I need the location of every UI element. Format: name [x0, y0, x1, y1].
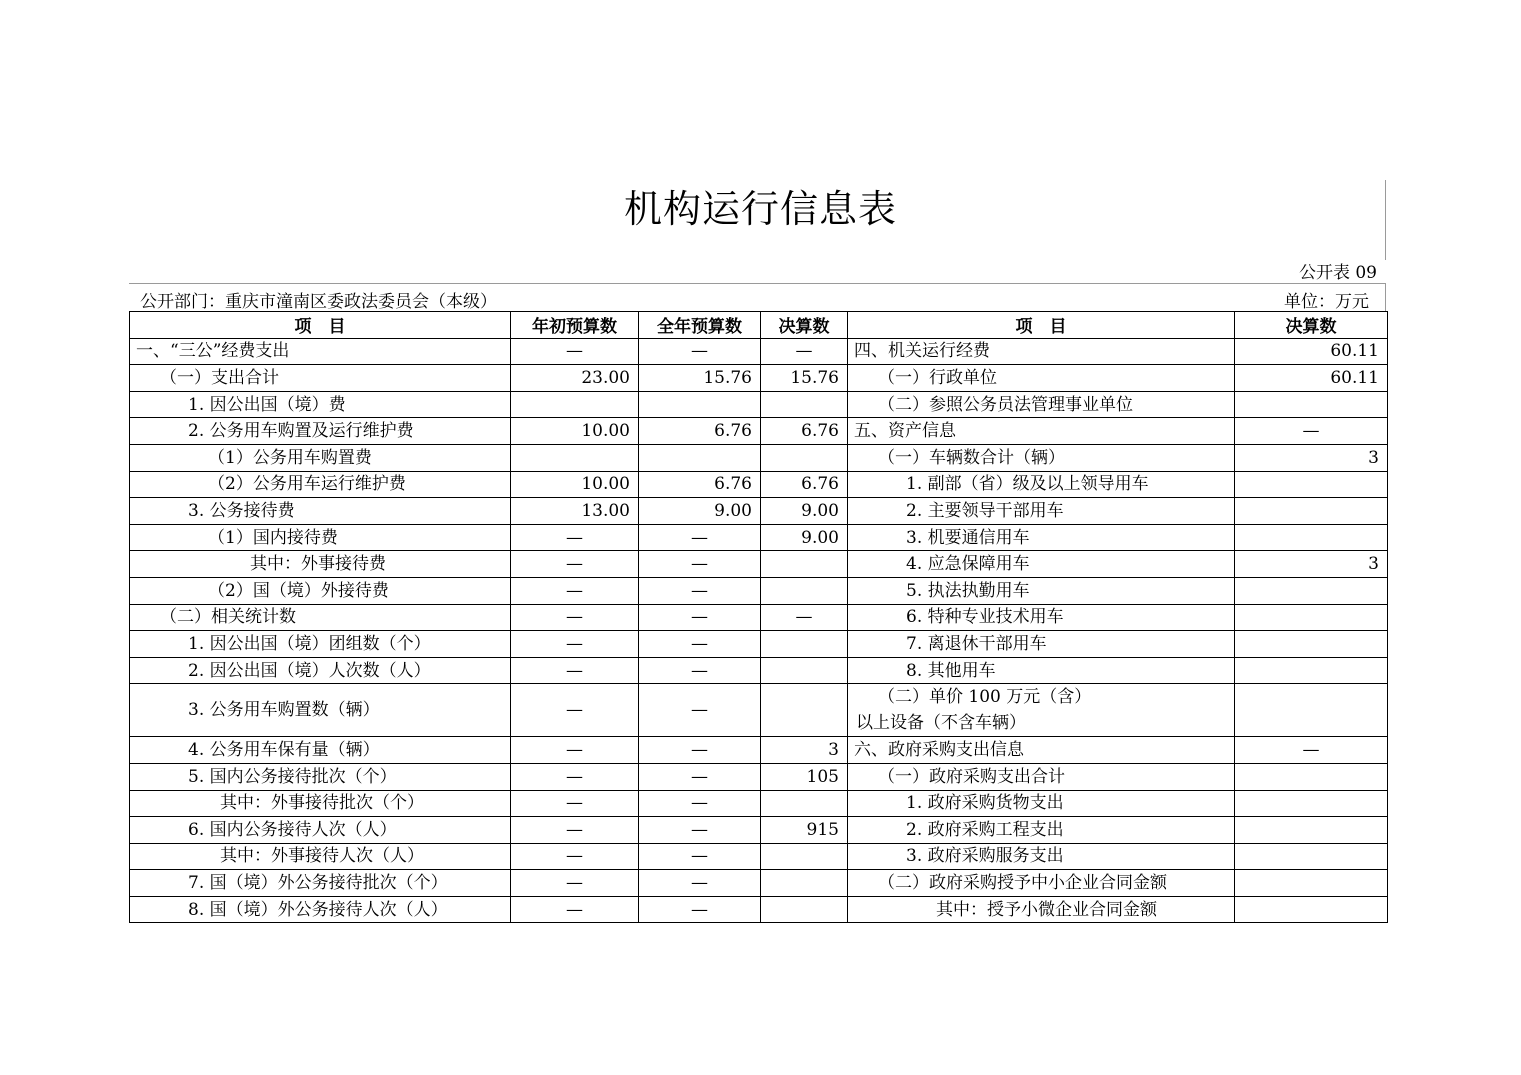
row-item-left: 其中：外事接待批次（个） [130, 790, 511, 817]
row-initial-budget: 13.00 [511, 498, 639, 525]
row-item-left: 1. 因公出国（境）费 [130, 391, 511, 418]
row-final-right [1235, 684, 1388, 737]
row-full-budget [639, 391, 761, 418]
row-item-right: （二）政府采购授予中小企业合同金额 [848, 870, 1235, 897]
table-row [130, 444, 1388, 471]
row-final-right [1235, 843, 1388, 870]
row-item-right: 六、政府采购支出信息 [848, 737, 1235, 764]
row-final-left [761, 790, 848, 817]
table-row [130, 631, 1388, 658]
row-final-right [1235, 763, 1388, 790]
row-item-left: 其中：外事接待人次（人） [130, 843, 511, 870]
row-final-left [761, 444, 848, 471]
row-item-right: 其中：授予小微企业合同金额 [848, 896, 1235, 923]
table-row [130, 763, 1388, 790]
row-full-budget [639, 444, 761, 471]
table-row [130, 604, 1388, 631]
row-item-right: 7. 离退休干部用车 [848, 631, 1235, 658]
row-full-budget: — [639, 817, 761, 844]
header-final-right: 决算数 [1235, 312, 1388, 339]
row-item-right: （一）行政单位 [848, 365, 1235, 392]
row-full-budget: — [639, 790, 761, 817]
table-row [130, 657, 1388, 684]
form-number: 公开表 09 [1298, 263, 1377, 283]
table-row [130, 365, 1388, 392]
row-item-right: 8. 其他用车 [848, 657, 1235, 684]
table-row [130, 790, 1388, 817]
row-full-budget: 15.76 [639, 365, 761, 392]
row-final-right: — [1235, 418, 1388, 445]
row-final-left [761, 896, 848, 923]
row-initial-budget: — [511, 870, 639, 897]
row-item-right: 1. 副部（省）级及以上领导用车 [848, 471, 1235, 498]
table-row [130, 338, 1388, 365]
row-initial-budget: — [511, 631, 639, 658]
table-row [130, 870, 1388, 897]
row-full-budget: — [639, 524, 761, 551]
row-initial-budget: — [511, 338, 639, 365]
row-final-left [761, 577, 848, 604]
table-header-row [130, 312, 1388, 339]
row-initial-budget: — [511, 657, 639, 684]
table-row [130, 577, 1388, 604]
row-item-left: 2. 公务用车购置及运行维护费 [130, 418, 511, 445]
table-row [130, 684, 1388, 737]
row-final-left [761, 391, 848, 418]
row-item-left: 6. 国内公务接待人次（人） [130, 817, 511, 844]
row-initial-budget: — [511, 896, 639, 923]
row-full-budget: — [639, 631, 761, 658]
header-item-right: 项 目 [848, 312, 1235, 339]
row-item-right: 4. 应急保障用车 [848, 551, 1235, 578]
row-final-right: — [1235, 737, 1388, 764]
row-initial-budget: 23.00 [511, 365, 639, 392]
row-final-left: 915 [761, 817, 848, 844]
header-final-left: 决算数 [761, 312, 848, 339]
row-final-right [1235, 790, 1388, 817]
row-item-right: 四、机关运行经费 [848, 338, 1235, 365]
row-final-right [1235, 524, 1388, 551]
row-final-left: — [761, 604, 848, 631]
row-item-left: 3. 公务接待费 [130, 498, 511, 525]
info-table [129, 311, 1388, 923]
row-final-left: 6.76 [761, 418, 848, 445]
header-full-budget: 全年预算数 [639, 312, 761, 339]
row-item-left: （1）公务用车购置费 [130, 444, 511, 471]
page-title: 机构运行信息表 [623, 187, 897, 231]
row-full-budget: — [639, 657, 761, 684]
row-final-right: 3 [1235, 444, 1388, 471]
row-final-left: 9.00 [761, 524, 848, 551]
row-full-budget: — [639, 577, 761, 604]
table-row [130, 391, 1388, 418]
row-item-right: 五、资产信息 [848, 418, 1235, 445]
table-row [130, 843, 1388, 870]
row-final-left [761, 631, 848, 658]
row-item-left: （1）国内接待费 [130, 524, 511, 551]
row-full-budget: 6.76 [639, 418, 761, 445]
row-full-budget: — [639, 604, 761, 631]
row-initial-budget: — [511, 843, 639, 870]
unit-label: 单位：万元 [1284, 292, 1369, 312]
row-final-right [1235, 870, 1388, 897]
table-row [130, 817, 1388, 844]
row-initial-budget: — [511, 737, 639, 764]
row-final-right [1235, 896, 1388, 923]
row-final-left: 15.76 [761, 365, 848, 392]
row-initial-budget: — [511, 790, 639, 817]
row-item-right: 3. 机要通信用车 [848, 524, 1235, 551]
row-item-left: 3. 公务用车购置数（辆） [130, 684, 511, 737]
row-initial-budget: — [511, 817, 639, 844]
row-item-left: 一、“三公”经费支出 [130, 338, 511, 365]
row-final-right: 60.11 [1235, 365, 1388, 392]
divider [129, 283, 1386, 284]
row-final-left [761, 684, 848, 737]
row-final-right [1235, 604, 1388, 631]
row-final-right [1235, 391, 1388, 418]
row-item-right: 3. 政府采购服务支出 [848, 843, 1235, 870]
header-item-left: 项 目 [130, 312, 511, 339]
row-item-right: （二）单价 100 万元（含）以上设备（不含车辆） [848, 684, 1235, 737]
department-label: 公开部门：重庆市潼南区委政法委员会（本级） [140, 292, 497, 312]
row-final-left: 6.76 [761, 471, 848, 498]
row-item-right: （一）车辆数合计（辆） [848, 444, 1235, 471]
row-initial-budget: 10.00 [511, 418, 639, 445]
table-row [130, 471, 1388, 498]
row-full-budget: — [639, 843, 761, 870]
row-initial-budget [511, 444, 639, 471]
row-final-left [761, 870, 848, 897]
row-initial-budget: — [511, 524, 639, 551]
row-initial-budget: 10.00 [511, 471, 639, 498]
row-full-budget: — [639, 551, 761, 578]
row-initial-budget: — [511, 763, 639, 790]
row-item-left: （2）国（境）外接待费 [130, 577, 511, 604]
row-full-budget: 6.76 [639, 471, 761, 498]
row-full-budget: — [639, 338, 761, 365]
row-full-budget: — [639, 870, 761, 897]
row-item-left: （2）公务用车运行维护费 [130, 471, 511, 498]
row-final-right: 3 [1235, 551, 1388, 578]
row-final-right [1235, 817, 1388, 844]
row-final-left: 9.00 [761, 498, 848, 525]
row-item-left: 2. 因公出国（境）人次数（人） [130, 657, 511, 684]
row-item-right: （一）政府采购支出合计 [848, 763, 1235, 790]
row-item-left: 5. 国内公务接待批次（个） [130, 763, 511, 790]
table-row [130, 551, 1388, 578]
row-item-right: 1. 政府采购货物支出 [848, 790, 1235, 817]
header-initial-budget: 年初预算数 [511, 312, 639, 339]
row-item-right: 6. 特种专业技术用车 [848, 604, 1235, 631]
row-full-budget: 9.00 [639, 498, 761, 525]
row-item-left: （一）支出合计 [130, 365, 511, 392]
table-row [130, 896, 1388, 923]
row-item-left: （二）相关统计数 [130, 604, 511, 631]
row-final-right: 60.11 [1235, 338, 1388, 365]
row-final-left: 3 [761, 737, 848, 764]
row-item-left: 4. 公务用车保有量（辆） [130, 737, 511, 764]
row-final-left: — [761, 338, 848, 365]
row-final-left [761, 843, 848, 870]
row-item-left: 7. 国（境）外公务接待批次（个） [130, 870, 511, 897]
row-initial-budget [511, 391, 639, 418]
table-row [130, 498, 1388, 525]
row-item-left: 1. 因公出国（境）团组数（个） [130, 631, 511, 658]
table-row [130, 524, 1388, 551]
divider [1385, 283, 1386, 312]
row-final-right [1235, 657, 1388, 684]
row-initial-budget: — [511, 577, 639, 604]
row-item-left: 8. 国（境）外公务接待人次（人） [130, 896, 511, 923]
row-initial-budget: — [511, 684, 639, 737]
row-full-budget: — [639, 763, 761, 790]
row-full-budget: — [639, 737, 761, 764]
row-final-left [761, 551, 848, 578]
row-item-left: 其中：外事接待费 [130, 551, 511, 578]
row-final-right [1235, 631, 1388, 658]
row-initial-budget: — [511, 551, 639, 578]
row-item-right: （二）参照公务员法管理事业单位 [848, 391, 1235, 418]
row-item-right: 5. 执法执勤用车 [848, 577, 1235, 604]
row-full-budget: — [639, 896, 761, 923]
row-final-left [761, 657, 848, 684]
row-final-right [1235, 577, 1388, 604]
divider [1385, 180, 1386, 260]
row-item-right: 2. 政府采购工程支出 [848, 817, 1235, 844]
row-final-right [1235, 498, 1388, 525]
row-final-right [1235, 471, 1388, 498]
row-full-budget: — [639, 684, 761, 737]
table-row [130, 737, 1388, 764]
row-item-right: 2. 主要领导干部用车 [848, 498, 1235, 525]
table-row [130, 418, 1388, 445]
row-initial-budget: — [511, 604, 639, 631]
row-final-left: 105 [761, 763, 848, 790]
